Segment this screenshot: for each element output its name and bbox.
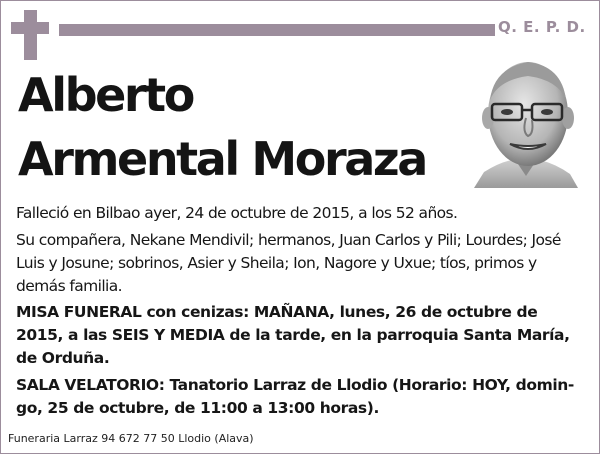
header-rule xyxy=(59,24,495,36)
funeral-home-footer: Funeraria Larraz 94 672 77 50 Llodio (Alava) xyxy=(8,432,254,445)
cross-icon xyxy=(24,10,37,60)
qepd-label: Q. E. P. D. xyxy=(498,18,586,36)
deceased-surnames: Armental Moraza xyxy=(18,132,426,186)
family-list: Su compañera, Nekane Mendivil; hermanos, Juan Carlos y Pili; Lourdes; José Luis y Josune; sobrinos, Asier y Sheila; Ion, Nagore y Uxue; tíos, primos y demás familia. xyxy=(16,231,561,295)
cross-icon-bar xyxy=(11,22,49,34)
portrait-photo xyxy=(470,50,582,188)
wake-room: SALA VELATORIO: Tanatorio Larraz de Llodio (Horario: HOY, domin-go, 25 de octubre, de 11:00 a 13:00 horas). xyxy=(16,376,574,417)
death-notice: Falleció en Bilbao ayer, 24 de octubre de 2015, a los 52 años. xyxy=(16,204,458,222)
funeral-mass: MISA FUNERAL con cenizas: MAÑANA, lunes, 26 de octubre de 2015, a las SEIS Y MEDIA de la tarde, en la parroquia Santa María, de Orduña. xyxy=(16,303,570,367)
deceased-first-name: Alberto xyxy=(18,68,193,122)
